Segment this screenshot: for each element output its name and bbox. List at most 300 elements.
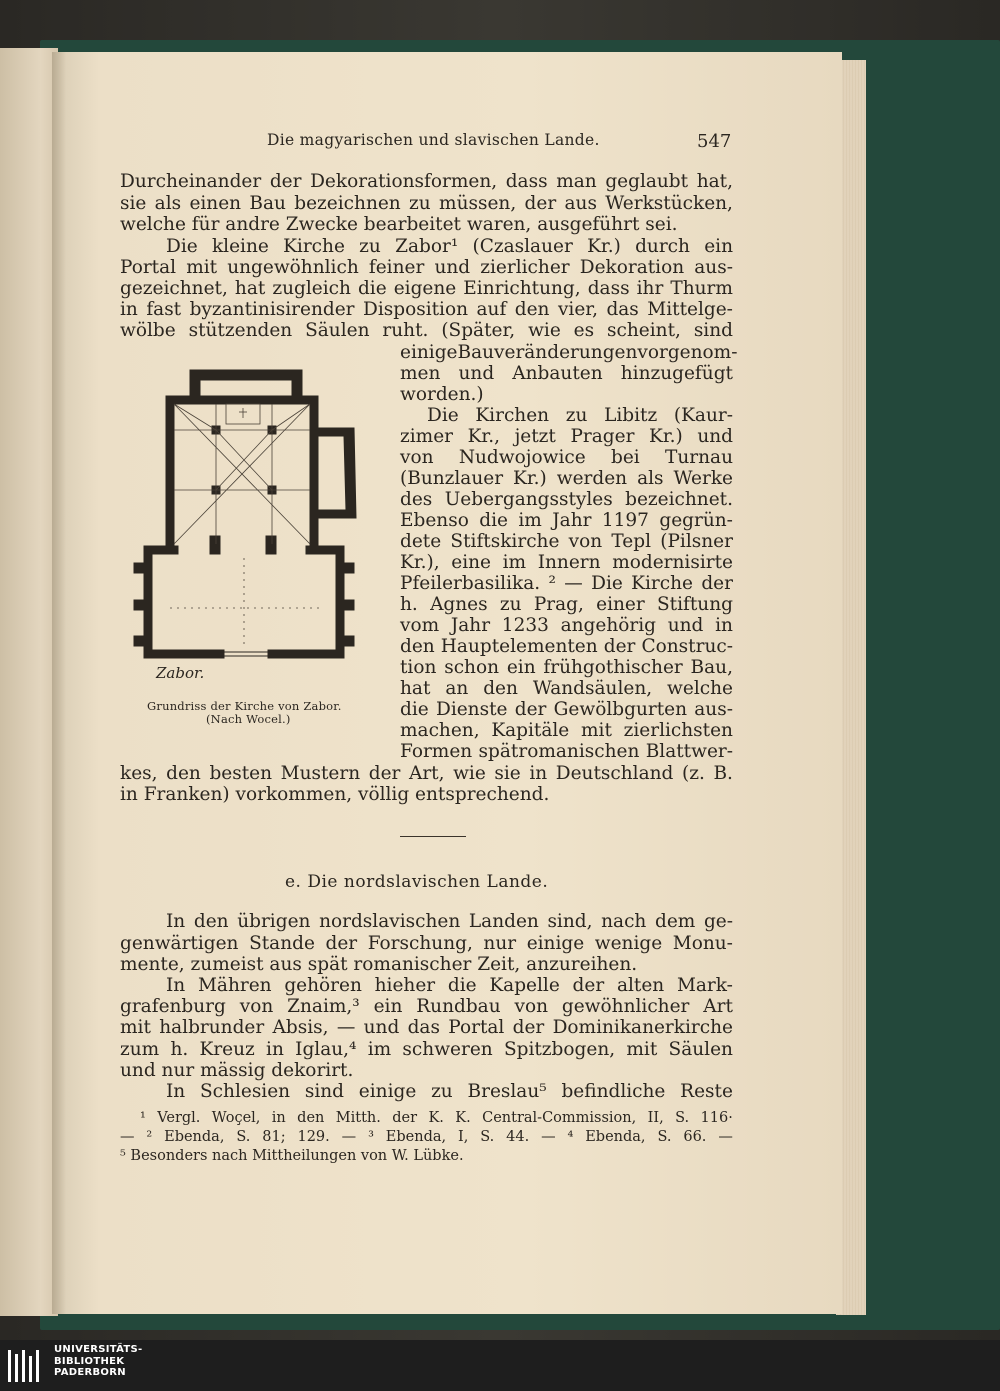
text-line (120, 998, 733, 1017)
word: wie (453, 763, 486, 784)
word: aus- (694, 257, 733, 278)
word: Znaim,³ (287, 996, 360, 1017)
word: von (514, 996, 549, 1017)
word: alten (616, 975, 665, 996)
word: der (701, 573, 733, 594)
word: den (400, 636, 435, 657)
word: zimer (400, 426, 453, 447)
word: die (447, 975, 477, 996)
word: der (512, 1017, 545, 1038)
word: — (541, 1129, 556, 1145)
word: Mustern (280, 763, 361, 784)
footnote-line (120, 1130, 733, 1145)
word: ein (704, 236, 733, 257)
word: kleine (211, 236, 269, 257)
word: nach (601, 911, 647, 932)
word: (Bunzlauer (400, 468, 504, 489)
running-title: Die magyarischen und slavischen Lande. (267, 131, 600, 149)
word: — (341, 1129, 357, 1145)
figure-caption-source: (Nach Wocel.) (206, 712, 291, 726)
word: Pfeilerbasilika. (400, 573, 541, 594)
text-line: welche für andre Zwecke bearbeitet waren, ausgeführt sei. (120, 214, 678, 235)
left-page-edge (0, 48, 58, 1316)
word: den (483, 678, 518, 699)
text-line (400, 743, 733, 762)
word: Art (703, 996, 733, 1017)
text-line (120, 195, 733, 214)
word: 44. (506, 1129, 530, 1145)
text-line (400, 638, 733, 657)
word: werden (556, 468, 628, 489)
word: Kr.) (513, 468, 547, 489)
word: Hauptelementen (440, 636, 598, 657)
word: Stande (249, 933, 315, 954)
library-logo-line: UNIVERSITÄTS- (54, 1344, 143, 1355)
word: Die (166, 236, 198, 257)
word: von (239, 996, 274, 1017)
library-logo-text (54, 1344, 143, 1379)
word: — (336, 1017, 356, 1038)
word: genwärtigen (120, 933, 239, 954)
text-line (400, 554, 733, 573)
word: einige (358, 1081, 417, 1102)
word: die (357, 278, 387, 299)
word: aus (564, 193, 597, 214)
word: und (434, 257, 471, 278)
word: Woçel, (211, 1110, 261, 1126)
word: das (407, 1017, 440, 1038)
word: hat (400, 678, 431, 699)
word: vier, (557, 299, 598, 320)
word: Turnau (665, 447, 733, 468)
word: Mittelge- (647, 299, 733, 320)
word: schweren (402, 1039, 493, 1060)
word: tion (400, 657, 437, 678)
word: in (271, 1110, 286, 1126)
section-divider (400, 836, 466, 837)
word: Uebergangsstyles (444, 489, 613, 510)
text-line (400, 342, 738, 363)
word: auf (476, 299, 507, 320)
word: Vergl. (157, 1110, 201, 1126)
word: sind (693, 320, 733, 341)
word: Deutschland (555, 763, 674, 784)
word: (Pilsner (660, 531, 733, 552)
text-line (166, 913, 733, 932)
word: wie (528, 320, 561, 341)
word: Jahr (552, 510, 592, 531)
word: Formen (400, 741, 473, 762)
text-line (400, 512, 733, 531)
word: des (400, 489, 433, 510)
word: Art, (408, 763, 445, 784)
word: geglaubt (605, 171, 689, 192)
word: und (697, 426, 733, 447)
word: Innern (537, 552, 601, 573)
word: Nudwojowice (458, 447, 586, 468)
word: zu (565, 405, 588, 426)
word: K. (428, 1110, 444, 1126)
word: vorgenom- (637, 342, 738, 363)
word: Kirche (631, 573, 693, 594)
text-line (400, 365, 733, 384)
word: nordslavischen (319, 911, 461, 932)
word: sie (494, 763, 521, 784)
word: dass (587, 278, 630, 299)
figure-caption: Grundriss der Kirche von Zabor. (147, 699, 342, 713)
word: Bauveränderungen (457, 342, 638, 363)
text-line (400, 575, 733, 594)
word: bezeichnet. (625, 489, 733, 510)
word: es (573, 320, 595, 341)
word: ³ (368, 1129, 374, 1145)
word: kes, (120, 763, 158, 784)
word: mit (580, 720, 612, 741)
text-line (400, 659, 733, 678)
text-line (400, 680, 733, 699)
word: den (297, 1110, 325, 1126)
word: einige (526, 933, 585, 954)
word: Reste (680, 1081, 733, 1102)
word: hieher (374, 975, 436, 996)
word: zu (431, 1081, 453, 1102)
word: Säulen (668, 1039, 733, 1060)
word: eine (451, 552, 491, 573)
word: — (564, 573, 583, 594)
word: Dekorationsformen, (310, 171, 498, 192)
word: — (718, 1129, 733, 1145)
word: In (166, 911, 186, 932)
word: man (556, 171, 597, 192)
word: welche (667, 678, 733, 699)
word: 1233 (501, 615, 549, 636)
text-line (400, 596, 733, 615)
text-line (400, 533, 733, 552)
church-floor-plan-figure (130, 368, 370, 668)
word: stützenden (188, 320, 293, 341)
figure-label: Zabor. (156, 664, 205, 682)
word: Central-Commission, (482, 1110, 637, 1126)
word: grafenburg (120, 996, 226, 1017)
word: den (166, 763, 201, 784)
word: scheint, (607, 320, 681, 341)
word: zugleich (272, 278, 351, 299)
word: dete (400, 531, 442, 552)
word: hinzugefügt (620, 363, 733, 384)
word: Breslau⁵ (467, 1081, 547, 1102)
word: Stiftskirche (450, 531, 560, 552)
word: eigene (393, 278, 457, 299)
word: Anbauten (512, 363, 603, 384)
word: S. (675, 1110, 690, 1126)
text-line (400, 428, 733, 447)
word: Kapelle (489, 975, 560, 996)
library-logo-line: PADERBORN (54, 1367, 126, 1378)
text-line: und nur mässig dekorirt. (120, 1060, 354, 1081)
word: gehören (284, 975, 362, 996)
word: wenige (594, 933, 663, 954)
word: zum (120, 1039, 160, 1060)
word: ihr (636, 278, 664, 299)
word: ungewöhnlich (227, 257, 359, 278)
word: 129. (297, 1129, 330, 1145)
word: von (568, 531, 603, 552)
word: 66. (683, 1129, 707, 1145)
text-line (120, 935, 733, 954)
text-line (120, 301, 733, 320)
word: dass (505, 171, 548, 192)
word: der (603, 636, 636, 657)
word: Portal (120, 257, 177, 278)
word: In (166, 1081, 186, 1102)
word: der (368, 763, 401, 784)
word: 1197 (601, 510, 649, 531)
word: Jahr (450, 615, 491, 636)
word: ⁴ (567, 1129, 574, 1145)
footnote-line (140, 1111, 733, 1126)
text-line (120, 1019, 733, 1038)
text-line (427, 407, 733, 426)
word: II, (647, 1110, 664, 1126)
word: gewöhnlicher (561, 996, 690, 1017)
word: zierlichsten (623, 720, 733, 741)
text-line: in Franken) vorkommen, völlig entsprechend. (120, 784, 550, 805)
word: der (325, 933, 358, 954)
page-number: 547 (697, 131, 732, 152)
word: ge- (703, 911, 733, 932)
word: von (400, 447, 434, 468)
word: der (514, 699, 547, 720)
word: Bau, (690, 657, 733, 678)
word: Die (427, 405, 459, 426)
word: mit (626, 1039, 658, 1060)
word: h. (400, 594, 418, 615)
word: In (166, 975, 186, 996)
word: zu (359, 236, 381, 257)
text-line (400, 722, 733, 741)
word: Construc- (641, 636, 733, 657)
text-line (120, 173, 733, 192)
word: ² (146, 1129, 153, 1145)
word: (z. (681, 763, 705, 784)
text-line (400, 449, 733, 468)
word: als (637, 468, 664, 489)
word: den (193, 911, 229, 932)
word: K. (455, 1110, 471, 1126)
text-line (400, 491, 733, 510)
word: Ebenda, (585, 1129, 646, 1145)
word: in (715, 615, 733, 636)
word: der (524, 193, 557, 214)
word: Kr., (467, 426, 500, 447)
word: jetzt (514, 426, 556, 447)
word: einer (596, 594, 645, 615)
word: Tepl (611, 531, 652, 552)
word: in (529, 763, 548, 784)
word: die (400, 699, 429, 720)
word: — (120, 1129, 135, 1145)
word: (Später, (441, 320, 516, 341)
word: Ebenda, (164, 1129, 225, 1145)
word: Mark- (676, 975, 733, 996)
word: im (367, 1039, 392, 1060)
text-line (120, 259, 733, 278)
word: ruht. (382, 320, 429, 341)
page-gutter-shadow (52, 52, 66, 1314)
word: Rundbau (416, 996, 501, 1017)
word: besten (209, 763, 273, 784)
word: ¹ (140, 1110, 146, 1126)
word: und (363, 1017, 400, 1038)
word: (Kaur- (673, 405, 733, 426)
word: Thurm (670, 278, 733, 299)
word: Dienste (435, 699, 508, 720)
section-heading: e. Die nordslavischen Lande. (285, 872, 549, 892)
word: Ebenda, (385, 1129, 447, 1145)
word: den (514, 299, 550, 320)
word: Mähren (197, 975, 272, 996)
word: als (154, 193, 182, 214)
word: feiner (368, 257, 425, 278)
word: und (458, 363, 495, 384)
word: und (667, 615, 704, 636)
word: im (502, 552, 527, 573)
word: nur (483, 933, 517, 954)
text-line (166, 977, 733, 996)
word: im (518, 510, 542, 531)
text-line: worden.) (400, 384, 484, 405)
word: schon (444, 657, 500, 678)
text-line (166, 238, 733, 257)
library-logo-icon (6, 1346, 46, 1386)
word: modernisirte (612, 552, 733, 573)
word: Die (591, 573, 623, 594)
word: einige (400, 342, 458, 363)
text-line (400, 617, 733, 636)
word: Kirchen (475, 405, 550, 426)
word: S. (657, 1129, 672, 1145)
word: I, (458, 1129, 469, 1145)
word: S. (480, 1129, 495, 1145)
word: Säulen (305, 320, 370, 341)
word: Landen (468, 911, 539, 932)
word: Einrichtung, (463, 278, 581, 299)
word: machen, (400, 720, 480, 741)
word: Blattwer- (645, 741, 733, 762)
word: Agnes (430, 594, 488, 615)
word: h. (170, 1039, 189, 1060)
text-line (120, 280, 733, 299)
word: zierlicher (480, 257, 570, 278)
text-line (166, 1083, 733, 1102)
word: S. (236, 1129, 251, 1145)
word: halbrunder (159, 1017, 265, 1038)
word: vom (400, 615, 440, 636)
word: Stiftung (656, 594, 733, 615)
word: gegrün- (659, 510, 733, 531)
word: in (120, 299, 138, 320)
word: Monu- (672, 933, 733, 954)
word: ² (548, 573, 556, 594)
text-line: mente, zumeist aus spät romanischer Zeit, anzureihen. (120, 954, 638, 975)
word: 81; (262, 1129, 286, 1145)
word: ein (506, 657, 536, 678)
library-logo-line: BIBLIOTHEK (54, 1355, 125, 1367)
word: bezeichnen (294, 193, 401, 214)
word: bei (611, 447, 640, 468)
word: Spitzbogen, (503, 1039, 616, 1060)
word: Gewölbgurten (553, 699, 688, 720)
word: einen (189, 193, 242, 214)
word: byzantinisirender (189, 299, 355, 320)
word: Portal (448, 1017, 505, 1038)
word: Mitth. (335, 1110, 381, 1126)
word: mit (186, 257, 218, 278)
word: hat, (696, 171, 733, 192)
word: übrigen (237, 911, 311, 932)
word: Wandsäulen, (532, 678, 653, 699)
word: Prager (570, 426, 635, 447)
word: wölbe (120, 320, 176, 341)
word: dem (654, 911, 696, 932)
word: angehörig (560, 615, 656, 636)
word: Kr.) (587, 236, 621, 257)
word: Forschung, (367, 933, 473, 954)
word: 116· (700, 1110, 733, 1126)
word: Werkstücken, (605, 193, 733, 214)
word: Dekoration (579, 257, 685, 278)
word: Kirche (283, 236, 345, 257)
word: Durcheinander (120, 171, 262, 192)
word: Kreuz (199, 1039, 255, 1060)
word: Werke (673, 468, 733, 489)
word: aus- (694, 699, 733, 720)
word: Kr.), (400, 552, 440, 573)
word: Zabor¹ (395, 236, 459, 257)
word: Absis, (272, 1017, 329, 1038)
word: der (572, 975, 605, 996)
word: Prag, (533, 594, 584, 615)
word: (Czaslauer (472, 236, 573, 257)
word: zu (409, 193, 431, 214)
word: hat (234, 278, 266, 299)
word: Kr.) (649, 426, 683, 447)
word: B. (713, 763, 733, 784)
word: men (400, 363, 441, 384)
word: befindliche (561, 1081, 666, 1102)
word: in (266, 1039, 284, 1060)
footnote-line: ⁵ Besonders nach Mittheilungen von W. Lübke. (120, 1148, 464, 1164)
word: fast (146, 299, 182, 320)
word: müssen, (439, 193, 517, 214)
word: Disposition (362, 299, 469, 320)
word: Iglau,⁴ (295, 1039, 357, 1060)
library-footer-bar (0, 1340, 1000, 1391)
word: der (269, 171, 302, 192)
word: Bau (249, 193, 286, 214)
word: zu (499, 594, 522, 615)
word: der (392, 1110, 418, 1126)
word: Ebenso (400, 510, 469, 531)
text-line (400, 701, 733, 720)
text-line (400, 470, 733, 489)
word: frühgothischer (543, 657, 683, 678)
word: Schlesien (200, 1081, 291, 1102)
text-line (120, 765, 733, 784)
text-line (120, 1041, 733, 1060)
word: das (606, 299, 639, 320)
word: die (479, 510, 508, 531)
